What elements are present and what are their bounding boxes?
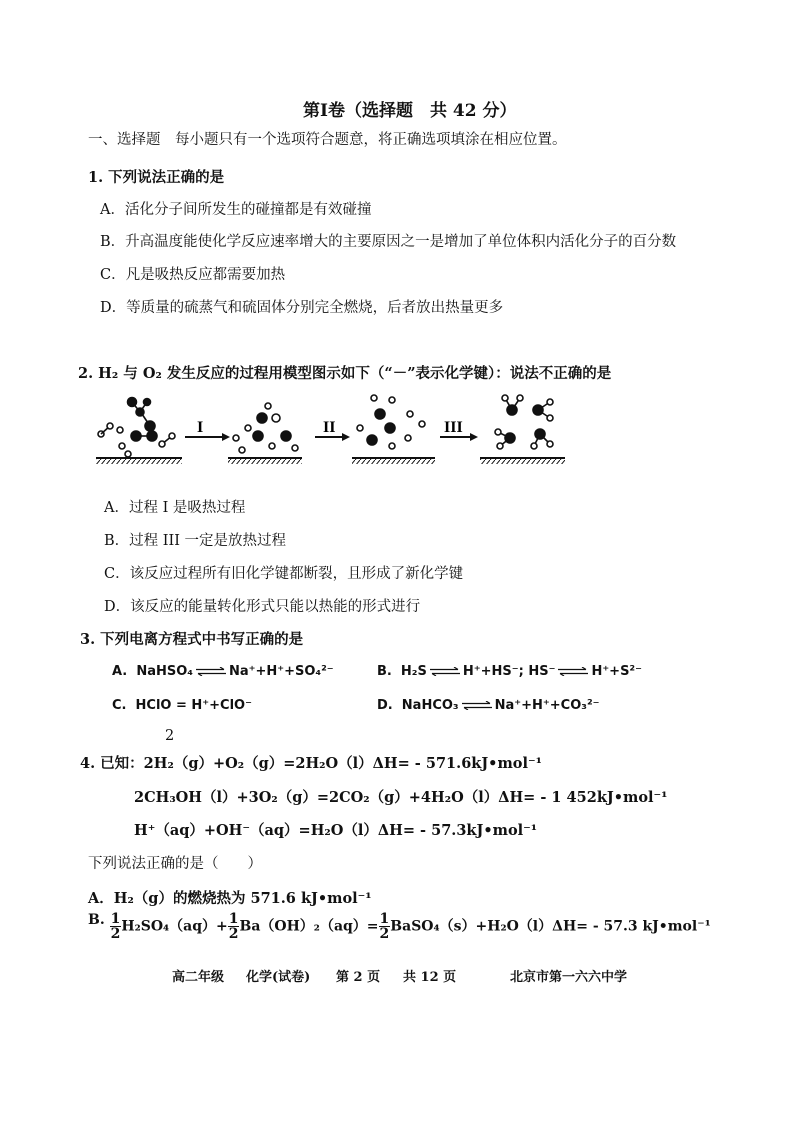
panel-4-water bbox=[495, 395, 553, 449]
q1-option-b: B．升高温度能使化学反应速率增大的主要原因之一是增加了单位体积内活化分子的百分数 bbox=[100, 234, 677, 250]
equilibrium-arrow bbox=[196, 667, 226, 676]
q2-option-d: D．该反应的能量转化形式只能以热能的形式进行 bbox=[104, 599, 421, 615]
q4-b-part2: Ba（OH）₂（aq）= bbox=[239, 918, 379, 935]
surface-2 bbox=[228, 458, 302, 464]
equilibrium-arrow bbox=[462, 701, 492, 710]
q1-option-a: A．活化分子间所发生的碰撞都是有效碰撞 bbox=[100, 202, 372, 218]
footer-total: 共 12 页 bbox=[403, 970, 457, 985]
q3-b-label: B. bbox=[377, 664, 392, 679]
footer-page: 第 2 页 bbox=[336, 970, 381, 985]
equilibrium-arrow bbox=[430, 667, 460, 676]
q3-option-b bbox=[377, 664, 642, 679]
q4-eq3: H⁺（aq）+OH⁻（aq）=H₂O（l）ΔH= - 57.3kJ•mol⁻¹ bbox=[134, 822, 538, 839]
step-label-1: I bbox=[197, 419, 204, 436]
panel-2-molecules bbox=[233, 403, 298, 453]
q4-eq2: 2CH₃OH（l）+3O₂（g）=2CO₂（g）+4H₂O（l）ΔH= - 1 452kJ•mol⁻¹ bbox=[134, 789, 668, 806]
fraction-half: $\frac{1}{2}$ bbox=[110, 911, 121, 942]
panel-1-molecules bbox=[98, 398, 175, 458]
q2-option-b: B．过程 III 一定是放热过程 bbox=[104, 533, 287, 549]
surface-3 bbox=[352, 458, 435, 464]
q4-option-a: A．H₂（g）的燃烧热为 571.6 kJ•mol⁻¹ bbox=[88, 890, 372, 907]
q3-c-label: C. bbox=[112, 698, 127, 713]
step-label-3: III bbox=[444, 419, 463, 436]
q1-option-d: D．等质量的硫蒸气和硫固体分别完全燃烧，后者放出热量更多 bbox=[100, 300, 504, 316]
footer-grade: 高二年级 bbox=[172, 970, 225, 985]
q1-option-c: C．凡是吸热反应都需要加热 bbox=[100, 267, 286, 283]
q3-b-right: H⁺+S²⁻ bbox=[591, 664, 642, 679]
surface-1 bbox=[96, 458, 182, 464]
surface-4 bbox=[480, 458, 565, 464]
q3-d-left: NaHCO₃ bbox=[401, 698, 459, 713]
panel-3-atoms bbox=[357, 395, 425, 449]
q3-b-mid: H⁺+HS⁻; HS⁻ bbox=[462, 664, 556, 679]
q3-option-a bbox=[112, 664, 334, 679]
q3-option-c bbox=[112, 698, 252, 713]
q3-stem: 3. 下列电离方程式中书写正确的是 bbox=[80, 631, 304, 648]
q4-b-part3: BaSO₄（s）+H₂O（l）ΔH= - 57.3 kJ•mol⁻¹ bbox=[390, 918, 711, 935]
q1-stem: 1. 下列说法正确的是 bbox=[88, 169, 225, 186]
equilibrium-arrow bbox=[558, 667, 588, 676]
q3-b-left: H₂S bbox=[400, 664, 427, 679]
stray-mark: 2 bbox=[165, 728, 175, 744]
q4-b-label: B. bbox=[88, 912, 105, 928]
arrow-step-1 bbox=[185, 433, 230, 441]
q3-option-d bbox=[377, 698, 600, 713]
section-title: 第Ⅰ卷（选择题 共 42 分） bbox=[303, 101, 517, 121]
footer-school: 北京市第一六六中学 bbox=[510, 970, 628, 985]
fraction-half: $\frac{1}{2}$ bbox=[379, 911, 390, 942]
q2-option-c: C．该反应过程所有旧化学键都断裂，且形成了新化学键 bbox=[104, 566, 464, 582]
q3-d-label: D. bbox=[377, 698, 393, 713]
q3-a-left: NaHSO₄ bbox=[136, 664, 193, 679]
section-instruction: 一、选择题 每小题只有一个选项符合题意，将正确选项填涂在相应位置。 bbox=[88, 132, 567, 148]
q4-b-part1: H₂SO₄（aq）+ bbox=[121, 918, 228, 935]
q3-a-label: A. bbox=[112, 664, 128, 679]
q2-option-a: A．过程 I 是吸热过程 bbox=[104, 500, 246, 516]
step-label-2: II bbox=[323, 419, 336, 436]
q2-stem: 2. H₂ 与 O₂ 发生反应的过程用模型图示如下（“－”表示化学键）：说法不正确的是 bbox=[78, 365, 612, 382]
footer-subject: 化学(试卷) bbox=[246, 970, 311, 985]
q3-a-right: Na⁺+H⁺+SO₄²⁻ bbox=[228, 664, 334, 679]
reaction-model-diagram bbox=[90, 388, 670, 468]
q4-option-b bbox=[88, 912, 711, 941]
q3-d-right: Na⁺+H⁺+CO₃²⁻ bbox=[494, 698, 600, 713]
fraction-half: $\frac{1}{2}$ bbox=[228, 911, 239, 942]
q4-eq1: 4. 已知：2H₂（g）+O₂（g）=2H₂O（l）ΔH= - 571.6kJ•mol⁻¹ bbox=[80, 755, 542, 772]
q3-c-text: HClO = H⁺+ClO⁻ bbox=[135, 698, 252, 713]
q4-ask: 下列说法正确的是（ ） bbox=[88, 856, 262, 872]
